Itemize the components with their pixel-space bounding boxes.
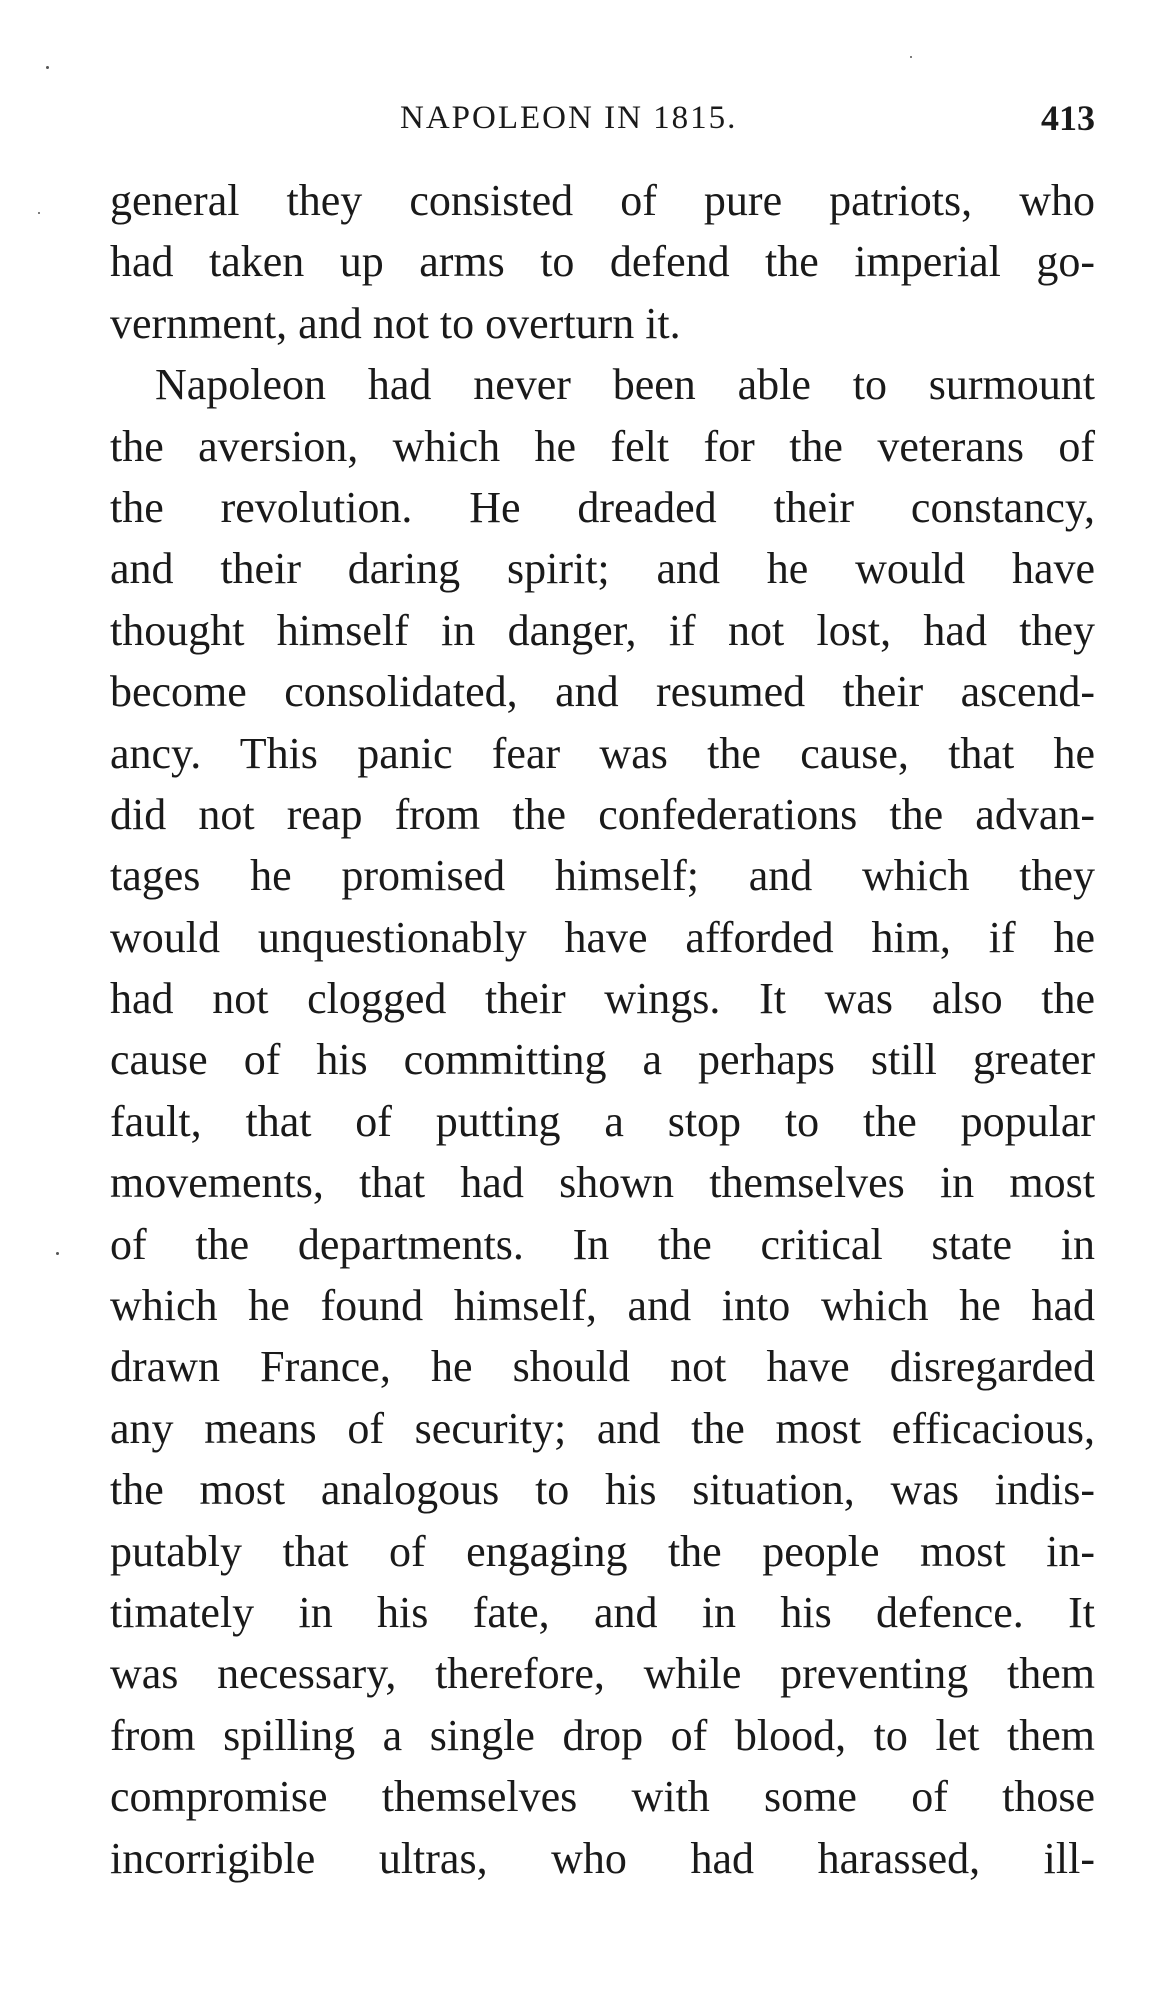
text-line: movements, that had shown themselves in most <box>110 1158 1095 1208</box>
paragraph-1 <box>110 170 1095 354</box>
text-line: fault, that of putting a stop to the popular <box>110 1096 1095 1146</box>
body-text <box>110 170 1095 1889</box>
text-line: ancy. This panic fear was the cause, that he <box>110 728 1095 778</box>
text-line: thought himself in danger, if not lost, had they <box>110 605 1095 655</box>
paper-speck <box>56 1252 59 1255</box>
paper-speck <box>910 56 912 58</box>
text-line: Napoleon had never been able to surmount <box>155 360 1095 410</box>
text-line: putably that of engaging the people most in- <box>110 1526 1095 1576</box>
paper-speck <box>38 212 40 214</box>
text-line: general they consisted of pure patriots, who <box>110 176 1095 225</box>
text-line: which he found himself, and into which he had <box>110 1281 1095 1331</box>
text-line: of the departments. In the critical state in <box>110 1219 1095 1269</box>
text-line: did not reap from the confederations the advan- <box>110 789 1095 839</box>
running-title: NAPOLEON IN 1815. <box>400 100 738 136</box>
text-line: tages he promised himself; and which they <box>110 851 1095 901</box>
text-line: the aversion, which he felt for the veterans of <box>110 421 1095 471</box>
paper-speck <box>46 66 49 69</box>
running-head <box>110 88 1095 148</box>
text-line: cause of his committing a perhaps still greater <box>110 1035 1095 1085</box>
text-line: timately in his fate, and in his defence. It <box>110 1587 1095 1637</box>
text-line: any means of security; and the most efficacious, <box>110 1403 1095 1453</box>
text-line: become consolidated, and resumed their ascend- <box>110 667 1095 717</box>
text-line: was necessary, therefore, while preventing them <box>110 1649 1095 1699</box>
text-line: and their daring spirit; and he would have <box>110 544 1095 594</box>
text-line: had taken up arms to defend the imperial go- <box>110 237 1095 287</box>
text-line: vernment, and not to overturn it. <box>110 298 681 348</box>
text-line: the revolution. He dreaded their constancy, <box>110 482 1095 532</box>
page-number: 413 <box>1041 98 1095 138</box>
text-line: would unquestionably have afforded him, if he <box>110 912 1095 962</box>
text-line: had not clogged their wings. It was also the <box>110 974 1095 1024</box>
text-line: incorrigible ultras, who had harassed, ill- <box>110 1833 1095 1883</box>
text-line: drawn France, he should not have disregarded <box>110 1342 1095 1392</box>
text-line: from spilling a single drop of blood, to let them <box>110 1710 1095 1760</box>
paragraph-2 <box>110 354 1095 1889</box>
text-line: the most analogous to his situation, was indis- <box>110 1465 1095 1515</box>
text-line: compromise themselves with some of those <box>110 1772 1095 1822</box>
